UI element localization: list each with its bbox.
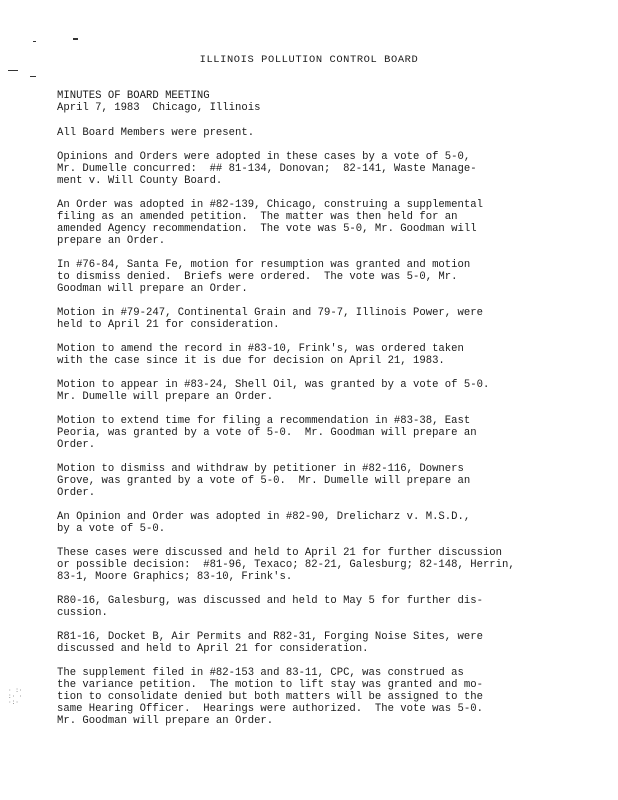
paragraph-line: Motion to dismiss and withdraw by petitioner in #82-116, Downers xyxy=(57,463,464,475)
paragraph-line: In #76-84, Santa Fe, motion for resumption was granted and motion xyxy=(57,259,471,271)
paragraph-line: 83-1, Moore Graphics; 83-10, Frink's. xyxy=(57,571,293,583)
paragraph-line: prepare an Order. xyxy=(57,235,166,247)
paragraph-line: ment v. Will County Board. xyxy=(57,175,223,187)
paragraph-line: held to April 21 for consideration. xyxy=(57,319,280,331)
paragraph-line: Mr. Dumelle concurred: ## 81-134, Donovan; 82-141, Waste Manage- xyxy=(57,163,477,175)
paragraph-line: to dismiss denied. Briefs were ordered. The vote was 5-0, Mr. xyxy=(57,271,458,283)
paragraph-line: same Hearing Officer. Hearings were authorized. The vote was 5-0. xyxy=(57,703,483,715)
minutes-paragraph xyxy=(57,307,557,331)
scan-speck xyxy=(33,41,36,42)
paragraph-line: Motion to appear in #83-24, Shell Oil, was granted by a vote of 5-0. xyxy=(57,379,490,391)
paragraph-line: with the case since it is due for decision on April 21, 1983. xyxy=(57,355,445,367)
minutes-body xyxy=(57,127,557,739)
paragraph-line: These cases were discussed and held to April 21 for further discussion xyxy=(57,547,503,559)
paragraph-line: filing as an amended petition. The matter was then held for an xyxy=(57,211,458,223)
paragraph-line: Opinions and Orders were adopted in these cases by a vote of 5-0, xyxy=(57,151,471,163)
heading-line: MINUTES OF BOARD MEETING xyxy=(57,90,210,102)
minutes-paragraph xyxy=(57,127,557,139)
scan-speck xyxy=(30,76,36,77)
paragraph-line: Motion in #79-247, Continental Grain and 79-7, Illinois Power, were xyxy=(57,307,483,319)
minutes-paragraph xyxy=(57,415,557,451)
paragraph-line: tion to consolidate denied but both matters will be assigned to the xyxy=(57,691,483,703)
heading-line: April 7, 1983 Chicago, Illinois xyxy=(57,102,261,114)
paragraph-line: Mr. Goodman will prepare an Order. xyxy=(57,715,274,727)
paragraph-line: amended Agency recommendation. The vote was 5-0, Mr. Goodman will xyxy=(57,223,477,235)
minutes-paragraph xyxy=(57,547,557,583)
paragraph-line: Mr. Dumelle will prepare an Order. xyxy=(57,391,274,403)
paragraph-line: cussion. xyxy=(57,607,108,619)
minutes-paragraph xyxy=(57,667,557,727)
document-title: ILLINOIS POLLUTION CONTROL BOARD xyxy=(199,54,419,66)
paragraph-line: Peoria, was granted by a vote of 5-0. Mr. Goodman will prepare an xyxy=(57,427,477,439)
minutes-paragraph xyxy=(57,463,557,499)
paragraph-line: R80-16, Galesburg, was discussed and held to May 5 for further dis- xyxy=(57,595,483,607)
minutes-paragraph xyxy=(57,199,557,247)
paragraph-line: Grove, was granted by a vote of 5-0. Mr. Dumelle will prepare an xyxy=(57,475,471,487)
paragraph-line: or possible decision: #81-96, Texaco; 82-21, Galesburg; 82-148, Herrin, xyxy=(57,559,515,571)
minutes-paragraph xyxy=(57,343,557,367)
scan-speck xyxy=(8,70,18,71)
scan-speck xyxy=(73,38,78,40)
paragraph-line: Goodman will prepare an Order. xyxy=(57,283,248,295)
minutes-paragraph xyxy=(57,379,557,403)
minutes-paragraph xyxy=(57,511,557,535)
paragraph-line: Motion to extend time for filing a recommendation in #83-38, East xyxy=(57,415,471,427)
paragraph-line: R81-16, Docket B, Air Permits and R82-31, Forging Noise Sites, were xyxy=(57,631,483,643)
minutes-paragraph xyxy=(57,151,557,187)
paragraph-line: Order. xyxy=(57,439,96,451)
meeting-heading xyxy=(57,90,260,114)
paragraph-line: by a vote of 5-0. xyxy=(57,523,166,535)
paragraph-line: All Board Members were present. xyxy=(57,127,255,139)
paragraph-line: Order. xyxy=(57,487,96,499)
paragraph-line: An Opinion and Order was adopted in #82-90, Drelicharz v. M.S.D., xyxy=(57,511,471,523)
paragraph-line: discussed and held to April 21 for consideration. xyxy=(57,643,369,655)
paragraph-line: The supplement filed in #82-153 and 83-11, CPC, was construed as xyxy=(57,667,464,679)
minutes-paragraph xyxy=(57,259,557,295)
paragraph-line: the variance petition. The motion to lift stay was granted and mo- xyxy=(57,679,483,691)
paragraph-line: Motion to amend the record in #83-10, Frink's, was ordered taken xyxy=(57,343,464,355)
paragraph-line: An Order was adopted in #82-139, Chicago, construing a supplemental xyxy=(57,199,483,211)
minutes-paragraph xyxy=(57,595,557,619)
minutes-paragraph xyxy=(57,631,557,655)
margin-smudge: · :· :· · ·:· xyxy=(8,687,23,706)
